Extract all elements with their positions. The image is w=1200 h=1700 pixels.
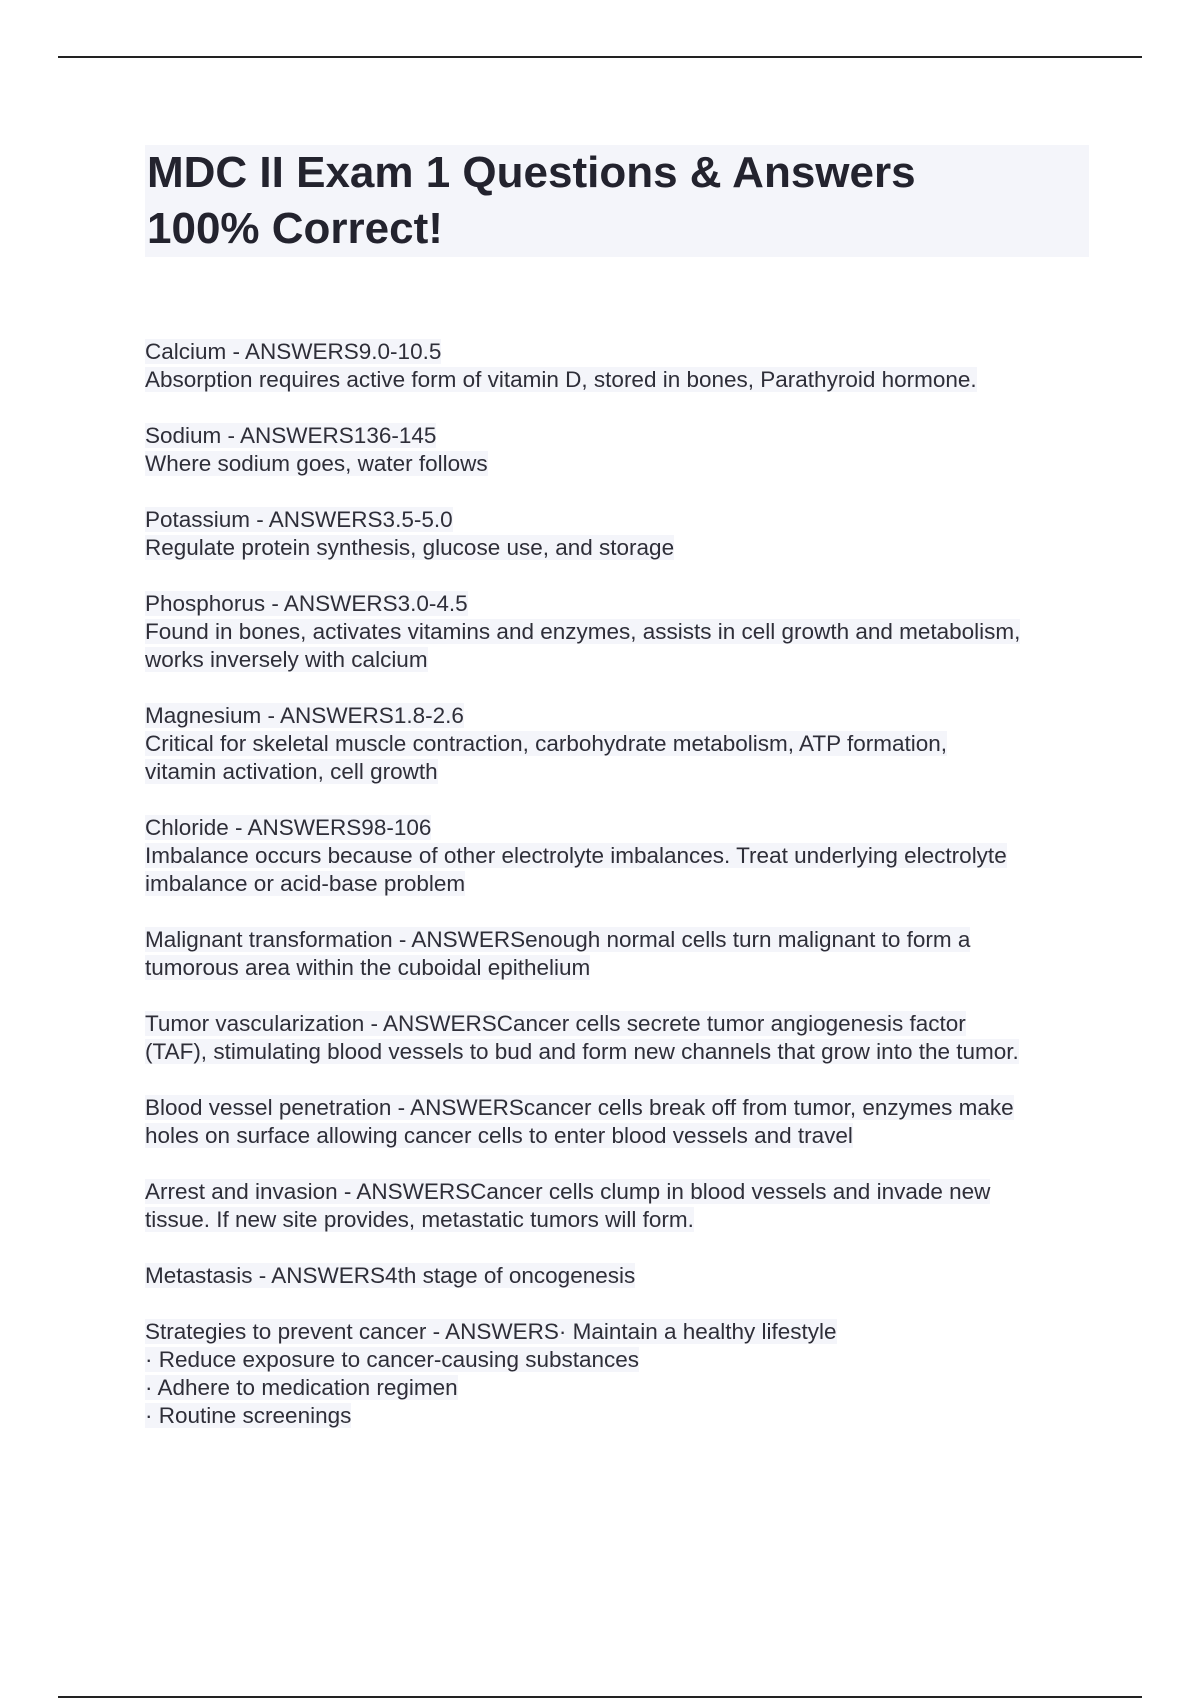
qa-line-text: Metastasis - ANSWERS4th stage of oncogenesis: [145, 1263, 636, 1288]
qa-entry: [145, 814, 1095, 898]
qa-line-text: Arrest and invasion - ANSWERSCancer cells clump in blood vessels and invade new: [145, 1179, 991, 1204]
qa-list: [145, 338, 1095, 1458]
qa-line-text: · Routine screenings: [145, 1403, 352, 1428]
qa-entry: [145, 338, 1095, 394]
qa-line-text: imbalance or acid-base problem: [145, 871, 466, 896]
qa-line-text: Where sodium goes, water follows: [145, 451, 488, 476]
qa-answer-line: [145, 534, 1095, 562]
qa-question-line: [145, 814, 1095, 842]
qa-line-text: Critical for skeletal muscle contraction, carbohydrate metabolism, ATP formation,: [145, 731, 947, 756]
qa-entry: [145, 1094, 1095, 1150]
qa-answer-line: [145, 646, 1095, 674]
qa-line-text: Imbalance occurs because of other electrolyte imbalances. Treat underlying electrolyte: [145, 843, 1007, 868]
qa-line-text: Phosphorus - ANSWERS3.0-4.5: [145, 591, 468, 616]
title-line-2: 100% Correct!: [147, 204, 443, 253]
qa-line-text: holes on surface allowing cancer cells to enter blood vessels and travel: [145, 1123, 853, 1148]
bottom-rule: [58, 1696, 1142, 1698]
qa-line-text: · Adhere to medication regimen: [145, 1375, 458, 1400]
top-rule: [58, 56, 1142, 58]
qa-question-line: [145, 422, 1095, 450]
qa-entry: [145, 1010, 1095, 1066]
qa-line-text: Found in bones, activates vitamins and enzymes, assists in cell growth and metabolism,: [145, 619, 1021, 644]
qa-answer-line: [145, 730, 1095, 758]
qa-line-text: tumorous area within the cuboidal epithelium: [145, 955, 591, 980]
qa-answer-line: [145, 1038, 1095, 1066]
qa-answer-line: [145, 1346, 1095, 1374]
qa-entry: [145, 702, 1095, 786]
qa-line-text: Calcium - ANSWERS9.0-10.5: [145, 339, 442, 364]
qa-question-line: [145, 702, 1095, 730]
qa-line-text: · Reduce exposure to cancer-causing substances: [145, 1347, 640, 1372]
qa-line-text: Magnesium - ANSWERS1.8-2.6: [145, 703, 464, 728]
qa-question-line: [145, 1262, 1095, 1290]
qa-entry: [145, 1318, 1095, 1430]
qa-entry: [145, 1178, 1095, 1234]
qa-answer-line: [145, 450, 1095, 478]
qa-question-line: [145, 926, 1095, 954]
qa-entry: [145, 926, 1095, 982]
qa-question-line: [145, 1010, 1095, 1038]
qa-line-text: Blood vessel penetration - ANSWERScancer cells break off from tumor, enzymes make: [145, 1095, 1014, 1120]
qa-line-text: Sodium - ANSWERS136-145: [145, 423, 437, 448]
qa-line-text: works inversely with calcium: [145, 647, 428, 672]
qa-answer-line: [145, 1206, 1095, 1234]
qa-entry: [145, 1262, 1095, 1290]
document-title: [145, 145, 1089, 257]
qa-line-text: Regulate protein synthesis, glucose use, and storage: [145, 535, 675, 560]
qa-line-text: Chloride - ANSWERS98-106: [145, 815, 432, 840]
qa-answer-line: [145, 366, 1095, 394]
qa-entry: [145, 422, 1095, 478]
qa-answer-line: [145, 758, 1095, 786]
qa-line-text: Tumor vascularization - ANSWERSCancer cells secrete tumor angiogenesis factor: [145, 1011, 966, 1036]
qa-answer-line: [145, 1374, 1095, 1402]
qa-line-text: Absorption requires active form of vitamin D, stored in bones, Parathyroid hormone.: [145, 367, 977, 392]
qa-entry: [145, 590, 1095, 674]
qa-line-text: Malignant transformation - ANSWERSenough normal cells turn malignant to form a: [145, 927, 971, 952]
qa-line-text: Potassium - ANSWERS3.5-5.0: [145, 507, 453, 532]
qa-question-line: [145, 1178, 1095, 1206]
title-line-1: MDC II Exam 1 Questions & Answers: [147, 148, 916, 197]
qa-question-line: [145, 1318, 1095, 1346]
qa-line-text: tissue. If new site provides, metastatic tumors will form.: [145, 1207, 694, 1232]
qa-answer-line: [145, 618, 1095, 646]
qa-answer-line: [145, 842, 1095, 870]
qa-answer-line: [145, 1402, 1095, 1430]
qa-answer-line: [145, 954, 1095, 982]
qa-question-line: [145, 338, 1095, 366]
qa-answer-line: [145, 1122, 1095, 1150]
qa-question-line: [145, 506, 1095, 534]
qa-question-line: [145, 1094, 1095, 1122]
qa-answer-line: [145, 870, 1095, 898]
qa-line-text: (TAF), stimulating blood vessels to bud and form new channels that grow into the tumor.: [145, 1039, 1019, 1064]
qa-line-text: vitamin activation, cell growth: [145, 759, 438, 784]
qa-question-line: [145, 590, 1095, 618]
qa-entry: [145, 506, 1095, 562]
qa-line-text: Strategies to prevent cancer - ANSWERS· Maintain a healthy lifestyle: [145, 1319, 837, 1344]
